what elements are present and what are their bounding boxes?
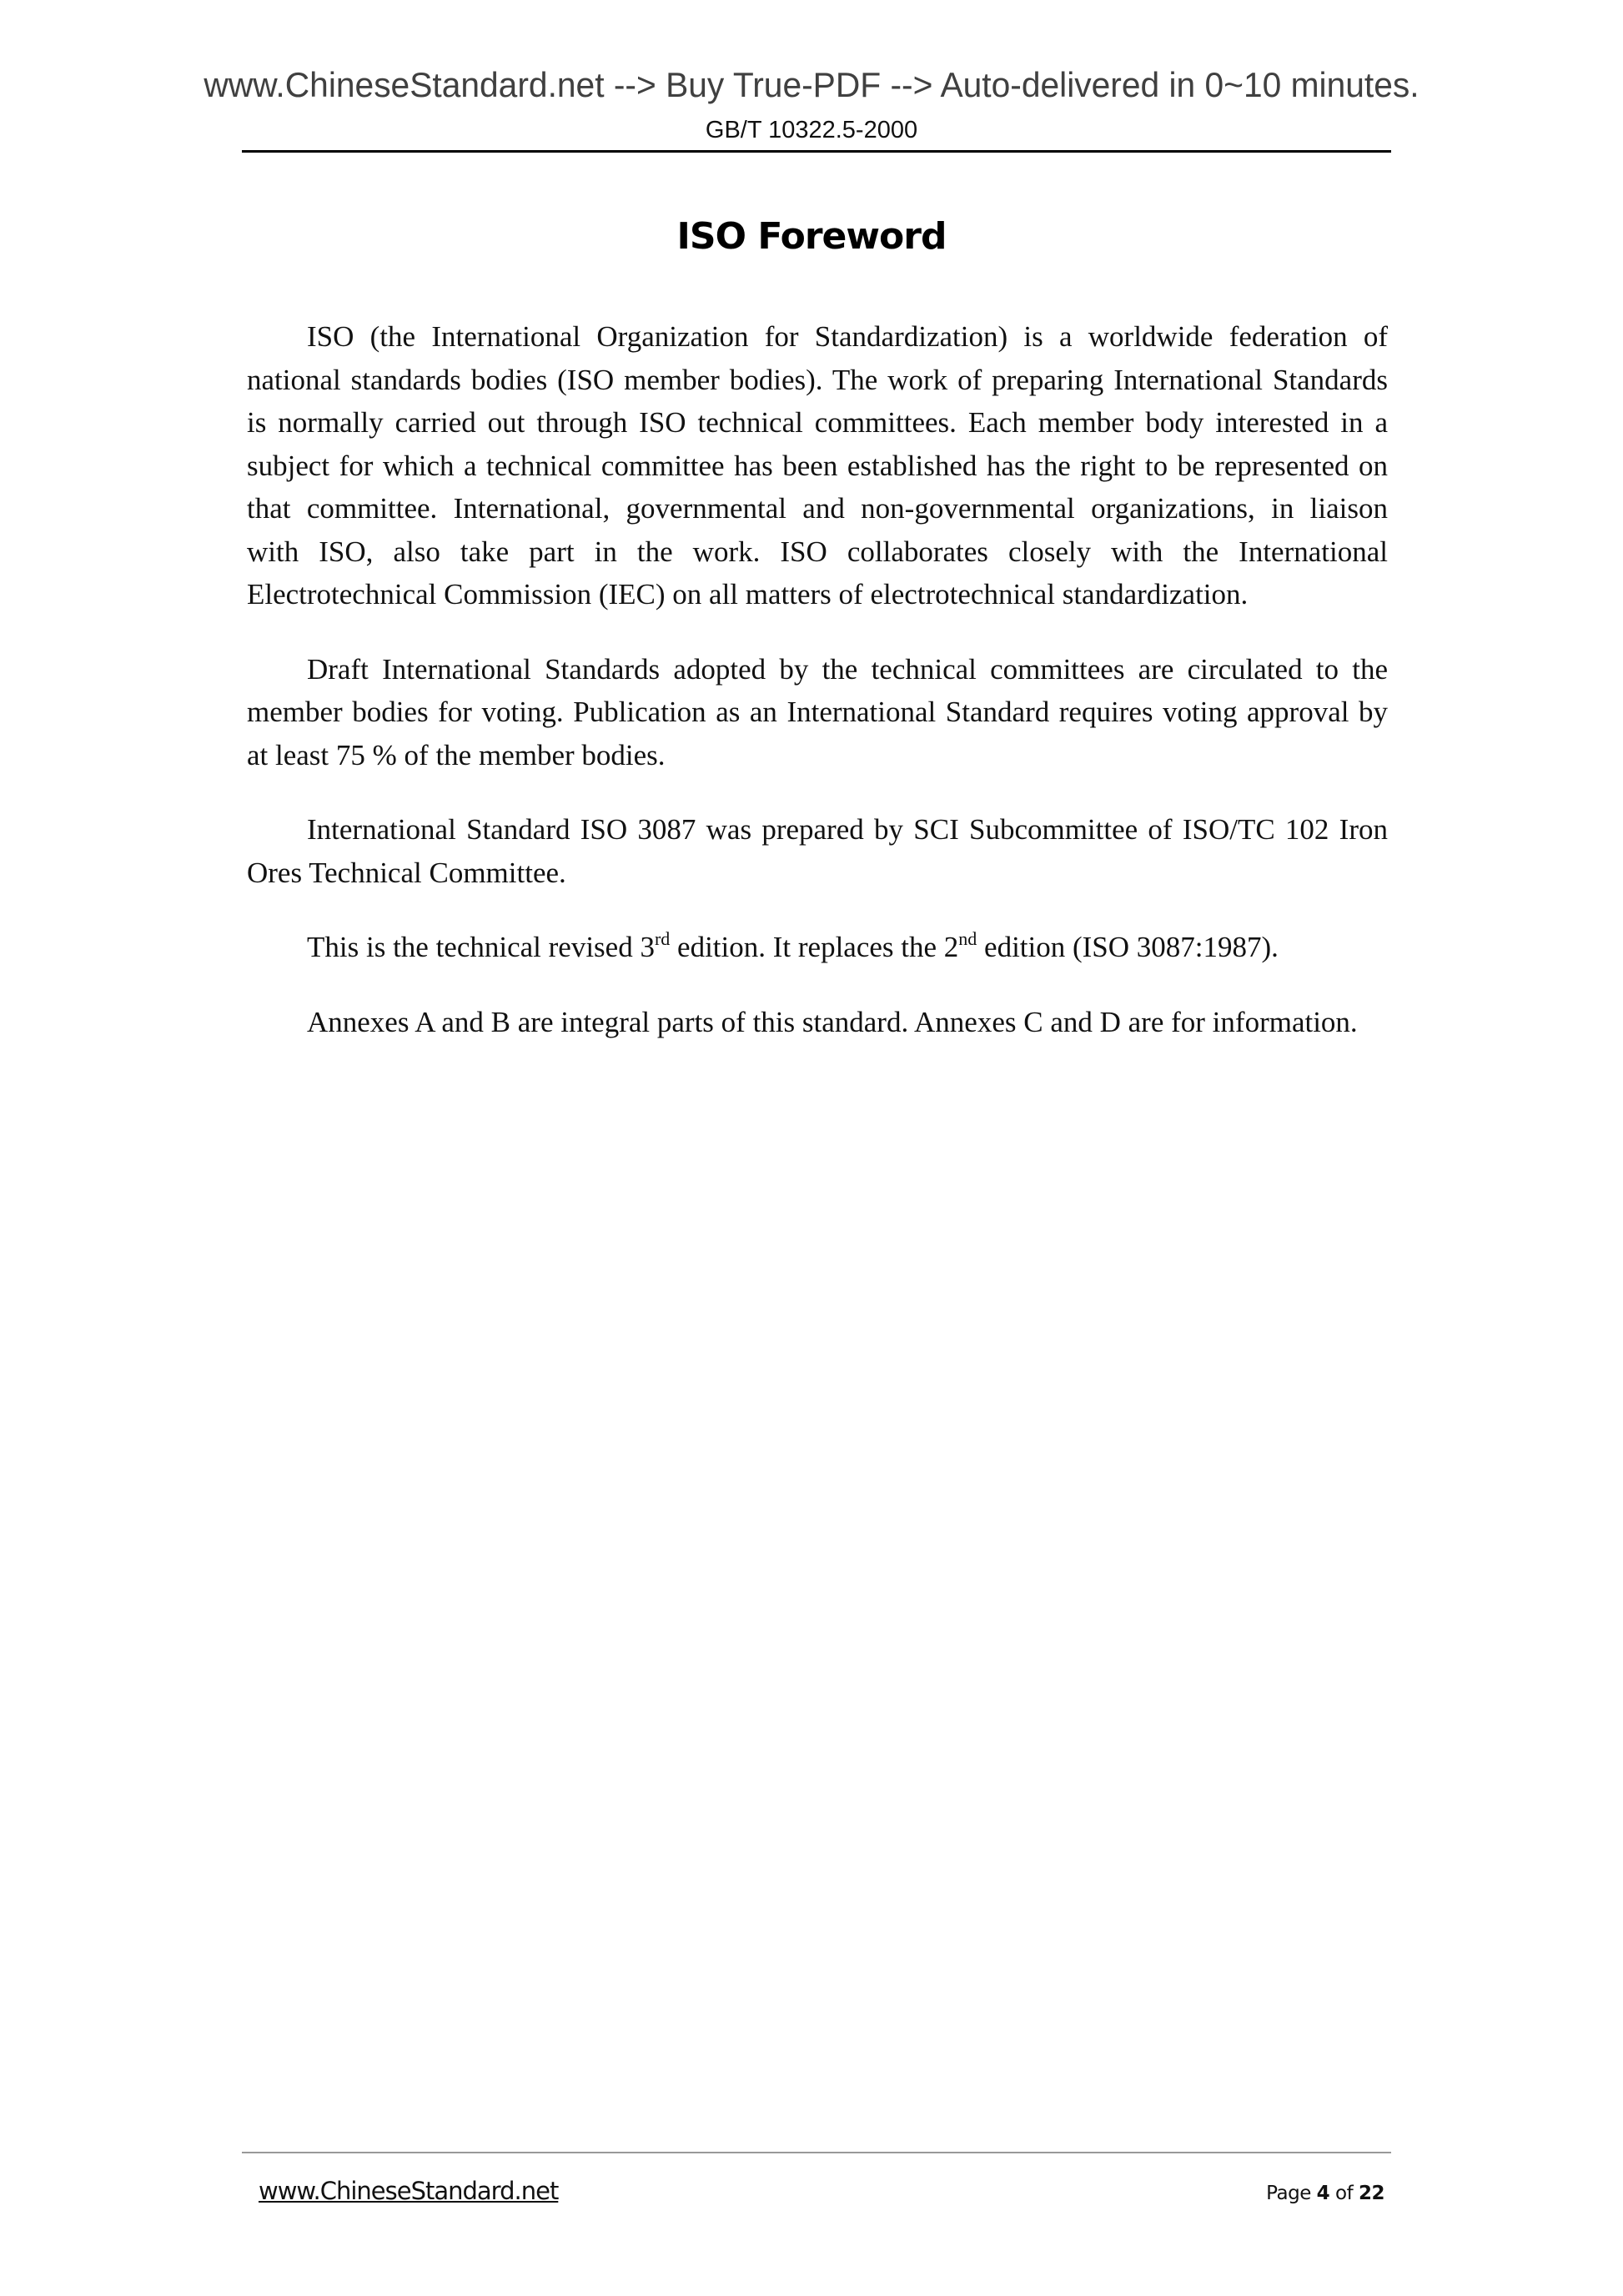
- standard-number: GB/T 10322.5-2000: [705, 117, 918, 143]
- edition-text: This is the technical revised 3: [307, 931, 655, 963]
- footer-website-link[interactable]: www.ChineseStandard.net: [259, 2177, 559, 2205]
- text-line: national standards bodies (ISO member bodies). The work of preparing International Standards: [247, 363, 1388, 396]
- edition-text: edition (ISO 3087:1987).: [977, 931, 1279, 963]
- paragraph-annexes: [247, 1001, 1388, 1044]
- text-line: with ISO, also take part in the work. ISO collaborates closely with the International: [247, 535, 1388, 568]
- text-line: subject for which a technical committee has been established has the right to be represented on: [247, 449, 1388, 482]
- paragraph-iso-intro: [247, 315, 1388, 616]
- page-title: ISO Foreword: [676, 215, 947, 258]
- superscript: nd: [958, 928, 977, 949]
- edition-text: edition. It replaces the 2: [670, 931, 959, 963]
- paragraph-preparation: [247, 808, 1388, 894]
- text-line: ISO (the International Organization for Standardization) is a worldwide federation of: [307, 320, 1388, 353]
- header-divider: [242, 150, 1391, 153]
- text-line: at least 75 % of the member bodies.: [247, 738, 666, 771]
- text-line: Draft International Standards adopted by the technical committees are circulated to the: [307, 652, 1388, 686]
- page-label: Page: [1266, 2183, 1311, 2204]
- total-pages: 22: [1358, 2183, 1384, 2204]
- paragraph-draft-standards: [247, 648, 1388, 777]
- text-line: member bodies for voting. Publication as an International Standard requires voting approval by: [247, 696, 1388, 728]
- promo-banner: www.ChineseStandard.net --> Buy True-PDF --> Auto-delivered in 0~10 minutes.: [204, 65, 1419, 104]
- paragraph-edition: [247, 926, 1388, 969]
- text-line: Electrotechnical Commission (IEC) on all matters of electrotechnical standardization.: [247, 578, 1249, 610]
- text-line: [247, 926, 1388, 969]
- text-line: is normally carried out through ISO technical committees. Each member body interested in a: [247, 406, 1388, 439]
- footer-divider: [242, 2152, 1391, 2153]
- page-of-label: of: [1335, 2183, 1354, 2204]
- text-line: Annexes A and B are integral parts of this standard. Annexes C and D are for information.: [307, 1005, 1358, 1038]
- text-line: International Standard ISO 3087 was prepared by SCI Subcommittee of ISO/TC 102 Iron: [307, 813, 1388, 846]
- superscript: rd: [654, 928, 671, 949]
- document-body: [247, 315, 1388, 1075]
- current-page: 4: [1316, 2183, 1330, 2204]
- text-line: that committee. International, governmental and non-governmental organizations, in liaison: [247, 492, 1388, 525]
- text-line: Ores Technical Committee.: [247, 856, 566, 889]
- page-number: [1266, 2183, 1384, 2204]
